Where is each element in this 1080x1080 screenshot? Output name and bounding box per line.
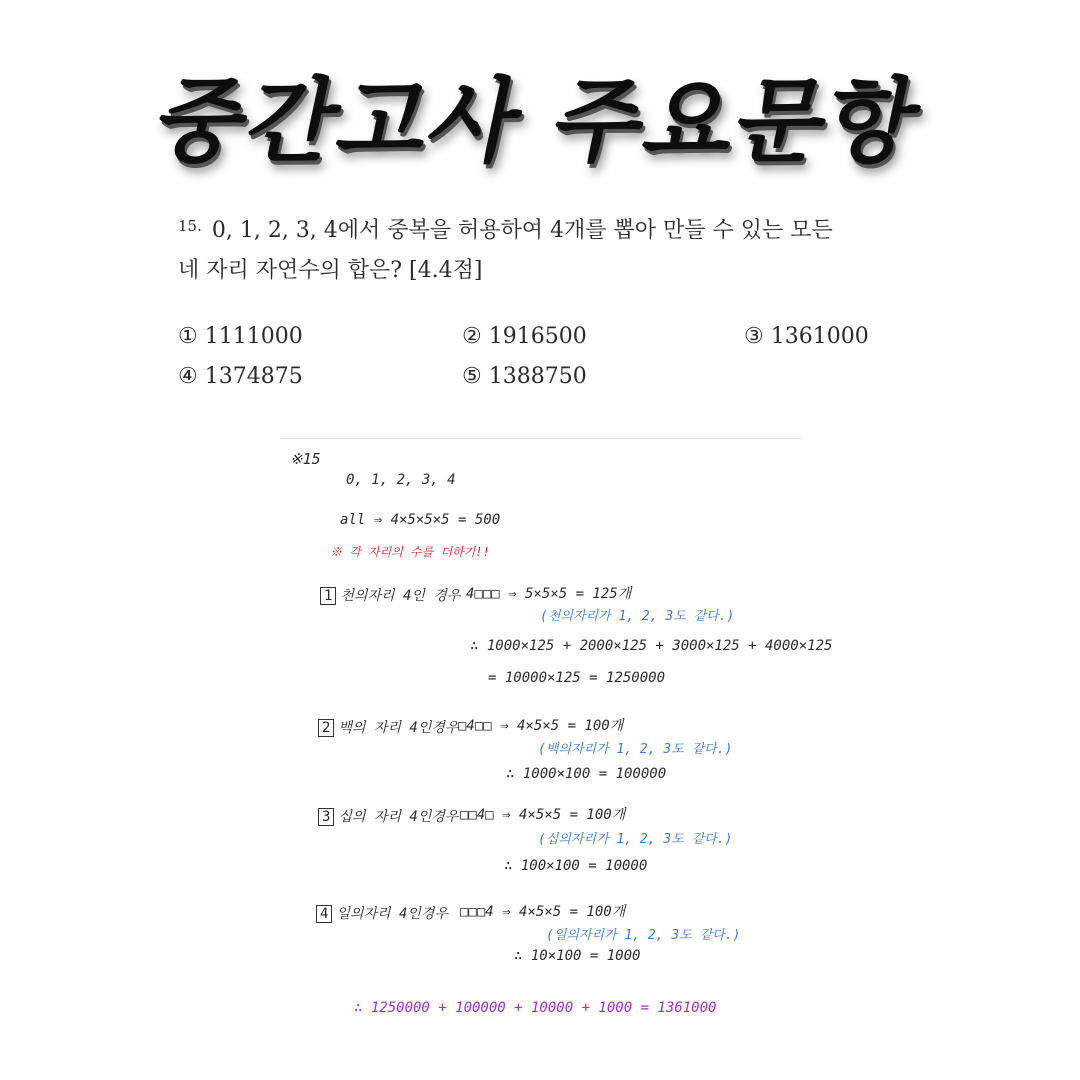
- case-2-note: (백의자리가 1, 2, 3도 같다.): [538, 742, 733, 757]
- solution-all: all ⇒ 4×5×5×5 = 500: [340, 512, 501, 528]
- case-3-label: 3 십의 자리 4인경우: [318, 806, 458, 826]
- case-3-note: (십의자리가 1, 2, 3도 같다.): [538, 832, 733, 847]
- problem-line-2: 네 자리 자연수의 합은? [4.4점]: [178, 258, 483, 283]
- choice-4[interactable]: ④ 1374875: [178, 364, 303, 389]
- choice-2[interactable]: ② 1916500: [462, 324, 587, 349]
- case-1-pattern: 4□□□ ⇒ 5×5×5 = 125개: [466, 586, 632, 602]
- solution-divider: [280, 438, 802, 439]
- solution-digits: 0, 1, 2, 3, 4: [346, 472, 456, 488]
- page-title: 중간고사 주요문항: [146, 68, 931, 175]
- choice-5[interactable]: ⑤ 1388750: [462, 364, 587, 389]
- problem-line-1: $^{15.}$ 0, 1, 2, 3, 4에서 중복을 허용하여 4개를 뽑아 만들 수 있는 모든: [178, 217, 833, 243]
- case-1-calc-2: = 10000×125 = 1250000: [488, 670, 666, 686]
- case-4-label: 4 일의자리 4인경우: [316, 903, 448, 923]
- case-2-calc-1: ∴ 1000×100 = 100000: [506, 766, 667, 782]
- case-4-calc-1: ∴ 10×100 = 1000: [514, 948, 641, 964]
- case-4-pattern: □□□4 ⇒ 4×5×5 = 100개: [460, 904, 626, 920]
- case-2-pattern: □4□□ ⇒ 4×5×5 = 100개: [458, 718, 624, 734]
- choice-3[interactable]: ③ 1361000: [744, 324, 869, 349]
- case-3-calc-1: ∴ 100×100 = 10000: [504, 858, 648, 874]
- case-1-note: (천의자리가 1, 2, 3도 같다.): [540, 609, 735, 624]
- case-3-pattern: □□4□ ⇒ 4×5×5 = 100개: [460, 807, 626, 823]
- solution-note: ※ 각 자리의 수를 더하기!!: [330, 545, 490, 559]
- solution-header: ※15: [290, 450, 321, 468]
- case-1-calc-1: ∴ 1000×125 + 2000×125 + 3000×125 + 4000×125: [470, 638, 833, 654]
- question-number: 15.: [178, 217, 202, 235]
- case-2-label: 2 백의 자리 4인경우: [318, 717, 458, 737]
- case-4-note: (일의자리가 1, 2, 3도 같다.): [546, 928, 741, 943]
- problem-text: [178, 206, 898, 291]
- choice-1[interactable]: ① 1111000: [178, 324, 303, 349]
- solution-total: ∴ 1250000 + 100000 + 10000 + 1000 = 1361000: [354, 1000, 717, 1016]
- case-1-label: 1 천의자리 4인 경우: [320, 585, 460, 605]
